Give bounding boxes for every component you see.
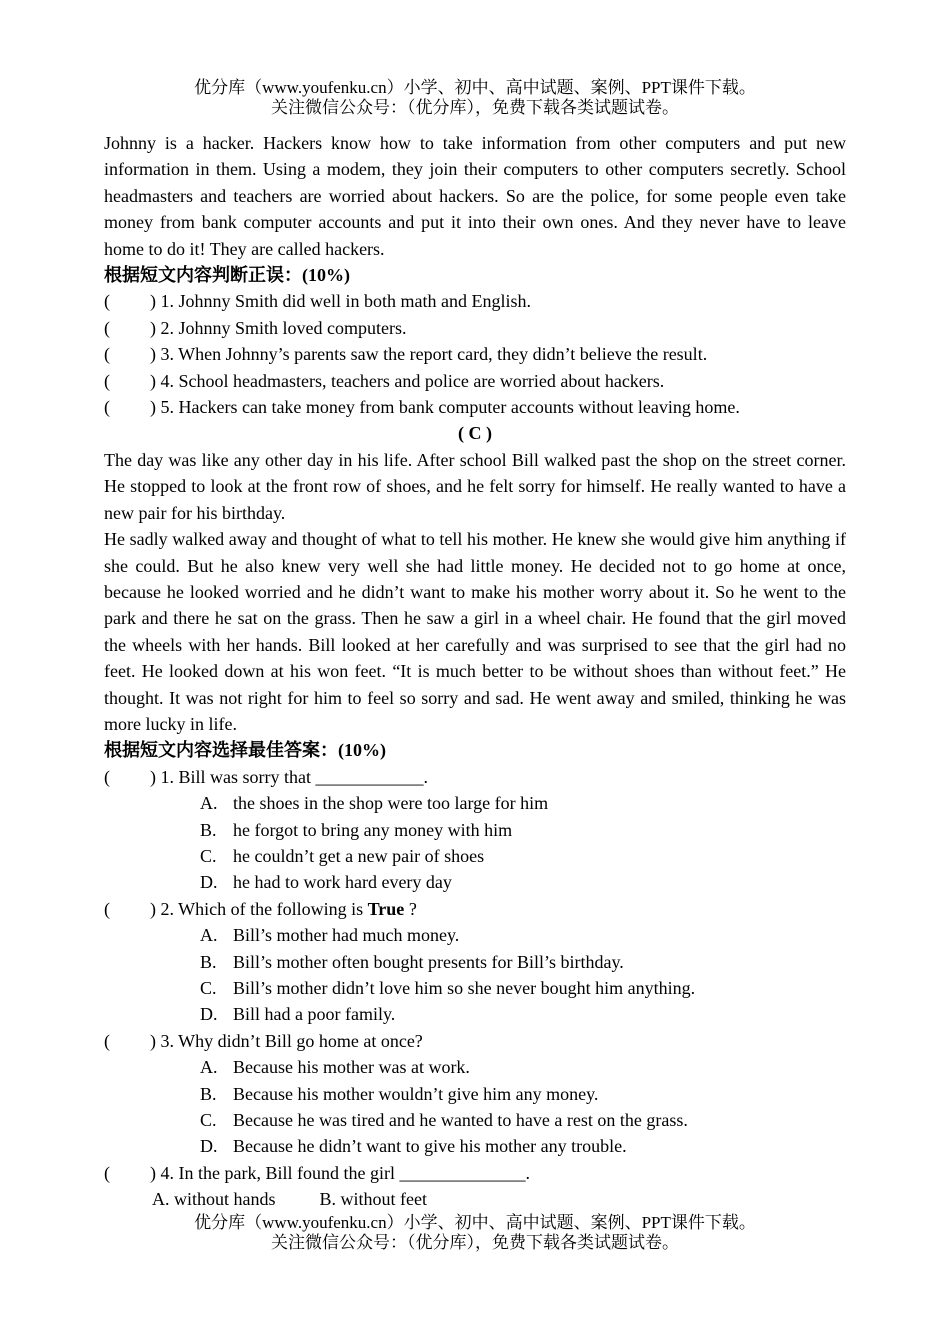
- passage-c-para-2: He sadly walked away and thought of what to tell his mother. He knew she would give him anything if she could. But he also knew very well she had little money. He decided not to go home at once, because he looked worried and he didn’t want to make his mother worry about it. So he went to the park and there he sat on the grass. Then he saw a girl in a wheel chair. He found that the girl moved the wheels with her hands. Bill looked at her carefully and was surprised to see that the girl had no feet. He looked down at his won feet. “It is much better to be without shoes than without feet.” He thought. It was not right for him to feel so sorry and sad. He went away and smiled, thinking he was more lucky in life.: [104, 529, 846, 734]
- mc-question-4: ( ) 4. In the park, Bill found the girl ______________.: [104, 1160, 846, 1186]
- option: D. Because he didn’t want to give his mother any trouble.: [200, 1136, 627, 1157]
- passage-c-para-1: The day was like any other day in his life. After school Bill walked past the shop on the street corner. He stopped to look at the front row of shoes, and he felt sorry for himself. He really wanted to have a new pair for his birthday.: [104, 449, 846, 523]
- main-content: [104, 130, 846, 1213]
- page-header: [0, 78, 950, 118]
- answer-blank: (: [104, 898, 110, 919]
- tf-section-heading: 根据短文内容判断正误：(10%): [104, 265, 350, 286]
- answer-blank: (: [104, 291, 110, 312]
- tf-question: ( ) 3. When Johnny’s parents saw the report card, they didn’t believe the result.: [104, 341, 846, 367]
- tf-question: ( ) 1. Johnny Smith did well in both math and English.: [104, 288, 846, 314]
- answer-blank: (: [104, 344, 110, 365]
- passage-b-text: Johnny is a hacker. Hackers know how to take information from other computers and put new information in them. Using a modem, they join their computers to other computers secretly. School headmasters and teachers are worried about hackers. So are the police, for some people even take money from bank computer accounts and put it into their own ones. And they never have to leave home to do it! They are called hackers.: [104, 133, 846, 259]
- mc-section-heading: 根据短文内容选择最佳答案：(10%): [104, 740, 386, 761]
- header-line-1: 优分库（www.youfenku.cn）小学、初中、高中试题、案例、PPT课件下载。: [194, 78, 756, 97]
- answer-blank: (: [104, 766, 110, 787]
- passage-c-label: ( C ): [458, 423, 492, 444]
- tf-question: ( ) 5. Hackers can take money from bank computer accounts without leaving home.: [104, 394, 846, 420]
- page-footer: [0, 1213, 950, 1253]
- answer-blank: (: [104, 1030, 110, 1051]
- header-line-2: 关注微信公众号：（优分库），免费下载各类试题试卷。: [271, 98, 679, 117]
- option: A. Bill’s mother had much money.: [200, 925, 460, 946]
- answer-blank: (: [104, 370, 110, 391]
- option: C. Bill’s mother didn’t love him so she never bought him anything.: [200, 978, 696, 998]
- tf-question: ( ) 2. Johnny Smith loved computers.: [104, 315, 846, 341]
- option: A. the shoes in the shop were too large for him: [200, 793, 549, 814]
- answer-blank: (: [104, 317, 110, 338]
- mc-question-3: ( ) 3. Why didn’t Bill go home at once?: [104, 1028, 846, 1054]
- answer-blank: (: [104, 1162, 110, 1183]
- option: B. Bill’s mother often bought presents for Bill’s birthday.: [200, 951, 624, 972]
- footer-line-2: 关注微信公众号：（优分库），免费下载各类试题试卷。: [271, 1233, 679, 1252]
- option: B. Because his mother wouldn’t give him any money.: [200, 1083, 599, 1104]
- tf-question: ( ) 4. School headmasters, teachers and police are worried about hackers.: [104, 368, 846, 394]
- answer-blank: (: [104, 397, 110, 418]
- option: C. he couldn’t get a new pair of shoes: [200, 845, 485, 866]
- inline-options: A. without hands B. without feet: [152, 1189, 427, 1210]
- option: A. Because his mother was at work.: [200, 1057, 470, 1078]
- mc-question-2: ( ) 2. Which of the following is True ?: [104, 896, 846, 922]
- option: D. Bill had a poor family.: [200, 1004, 396, 1025]
- option: B. he forgot to bring any money with him: [200, 819, 513, 840]
- option: D. he had to work hard every day: [200, 872, 452, 893]
- mc-question-1: ( ) 1. Bill was sorry that ____________.: [104, 764, 846, 790]
- footer-line-1: 优分库（www.youfenku.cn）小学、初中、高中试题、案例、PPT课件下载。: [194, 1213, 756, 1232]
- option: C. Because he was tired and he wanted to have a rest on the grass.: [200, 1110, 688, 1131]
